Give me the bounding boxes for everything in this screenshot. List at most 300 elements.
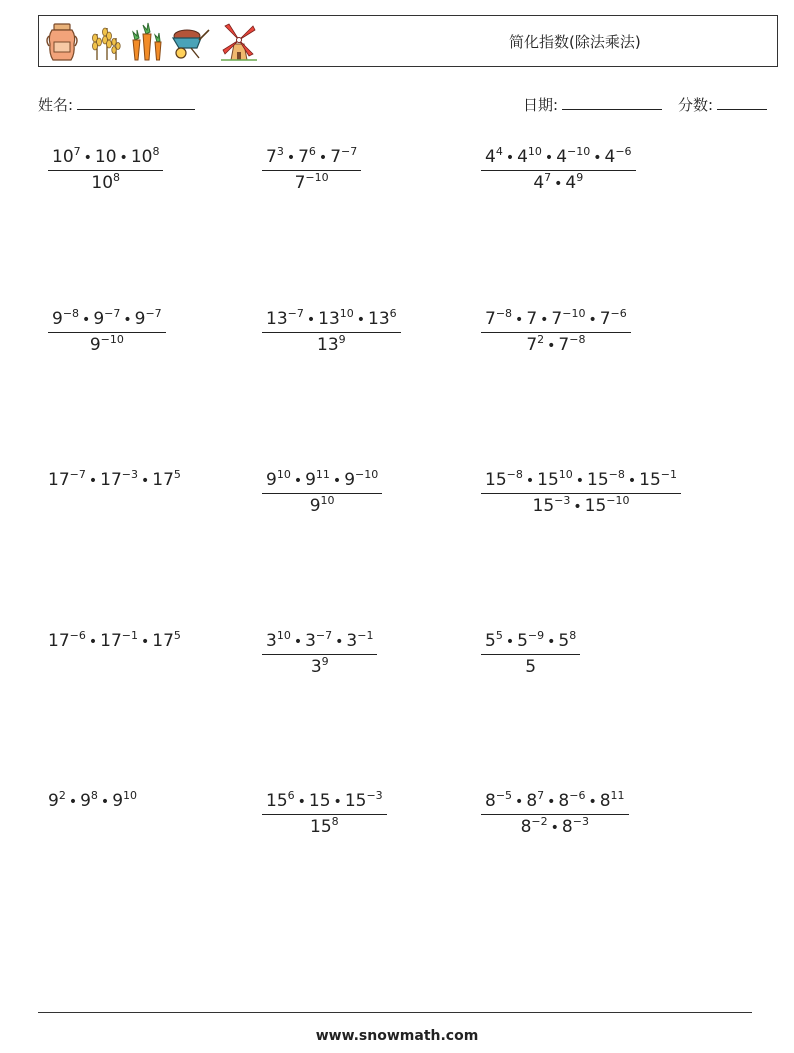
multiply-dot: • [515, 794, 524, 810]
term-exponent: −7 [287, 307, 304, 320]
denominator [262, 815, 387, 838]
term-base: 9 [266, 470, 277, 490]
power-term [345, 791, 383, 811]
power-term [93, 309, 120, 329]
denominator [481, 171, 636, 195]
denominator [481, 815, 629, 839]
name-field[interactable] [77, 93, 195, 110]
fraction [481, 146, 636, 195]
term-exponent: −7 [145, 307, 162, 320]
power-term [48, 791, 66, 811]
term-base: 15 [485, 470, 507, 490]
power-term [639, 470, 677, 490]
power-term [526, 309, 537, 329]
multiply-dot: • [140, 634, 150, 650]
multiply-dot: • [525, 473, 535, 489]
term-base: 17 [100, 631, 122, 651]
term-exponent: −10 [355, 468, 379, 481]
power-term [605, 147, 632, 167]
numerator [48, 308, 166, 333]
term-base: 17 [152, 631, 174, 651]
power-term [587, 470, 625, 490]
term-base: 4 [485, 147, 496, 167]
term-base: 17 [100, 470, 122, 490]
power-term [48, 631, 86, 651]
multiply-dot: • [544, 150, 554, 166]
multiply-dot: • [293, 634, 303, 650]
term-base: 13 [317, 335, 339, 355]
term-exponent: −8 [495, 307, 513, 320]
term-base: 10 [130, 147, 153, 167]
multiply-dot: • [550, 820, 559, 836]
power-term [305, 631, 332, 651]
term-exponent: 10 [339, 307, 354, 320]
term-base: 15 [310, 817, 332, 837]
term-base: 10 [94, 147, 117, 167]
term-exponent: 8 [331, 815, 339, 828]
power-term [131, 147, 160, 167]
problem-10 [48, 630, 181, 653]
term-exponent: −10 [562, 307, 586, 320]
term-base: 15 [587, 470, 609, 490]
date-field-row [523, 93, 662, 115]
term-exponent: 5 [495, 629, 503, 642]
term-base: 9 [48, 791, 59, 811]
power-term [537, 470, 573, 490]
power-term [330, 147, 357, 167]
term-base: 9 [80, 791, 91, 811]
term-base: 15 [344, 791, 367, 811]
term-exponent: −7 [69, 468, 86, 481]
power-term [152, 470, 181, 490]
multiply-dot: • [333, 794, 342, 810]
term-base: 15 [532, 496, 555, 516]
multiply-dot: • [554, 176, 563, 192]
multiply-dot: • [627, 473, 637, 489]
score-field-row [678, 93, 767, 115]
power-term [517, 147, 542, 167]
term-exponent: −10 [100, 333, 124, 346]
power-term [565, 173, 583, 193]
fraction [48, 146, 163, 194]
fraction [481, 630, 580, 678]
multiply-dot: • [123, 312, 132, 328]
power-term [305, 470, 330, 490]
power-term [295, 173, 329, 193]
problem-9 [481, 469, 681, 518]
fraction [262, 630, 377, 678]
term-base: 8 [485, 791, 496, 811]
power-term [517, 631, 544, 651]
numerator [262, 308, 401, 333]
product-expression [48, 631, 181, 651]
denominator [262, 171, 361, 194]
power-term [526, 791, 544, 811]
term-exponent: 4 [495, 145, 503, 158]
numerator [481, 146, 636, 171]
term-exponent: −8 [569, 333, 586, 346]
power-term [135, 309, 162, 329]
numerator [48, 146, 163, 171]
term-base: 4 [565, 173, 577, 193]
term-exponent: 10 [276, 468, 291, 481]
term-base: 7 [485, 309, 496, 329]
power-term [562, 817, 589, 837]
denominator [481, 494, 681, 518]
term-exponent: 11 [610, 789, 625, 802]
numerator [481, 790, 629, 815]
term-exponent: 7 [544, 171, 552, 184]
multiply-dot: • [547, 634, 556, 650]
term-base: 4 [533, 173, 545, 193]
term-exponent: −5 [495, 789, 513, 802]
multiply-dot: • [68, 794, 78, 810]
term-exponent: 10 [527, 145, 542, 158]
problem-7 [48, 469, 181, 492]
footer-divider [38, 1012, 752, 1013]
power-term [344, 470, 378, 490]
multiply-dot: • [82, 312, 91, 328]
term-exponent: 6 [389, 307, 397, 320]
term-exponent: 10 [558, 468, 573, 481]
numerator [481, 308, 631, 333]
worksheet-title: 简化指数(除法乘法) [509, 33, 641, 51]
denominator [481, 333, 631, 357]
power-term [100, 470, 138, 490]
multiply-dot: • [575, 473, 585, 489]
term-base: 15 [266, 791, 288, 811]
term-exponent: 8 [569, 629, 577, 642]
term-base: 5 [525, 657, 537, 677]
term-base: 4 [604, 147, 616, 167]
term-exponent: 5 [173, 629, 181, 642]
term-exponent: −9 [527, 629, 545, 642]
power-term [52, 147, 81, 167]
carrot-icon [129, 22, 163, 62]
fraction [262, 469, 382, 517]
term-exponent: 9 [338, 333, 346, 346]
problem-2 [262, 146, 361, 194]
term-base: 9 [112, 791, 124, 811]
numerator [481, 469, 681, 494]
term-exponent: −3 [121, 468, 138, 481]
term-base: 17 [152, 470, 174, 490]
multiply-dot: • [588, 794, 597, 810]
fraction [48, 308, 166, 356]
problem-12 [481, 630, 580, 678]
term-exponent: −7 [341, 145, 358, 158]
power-term [266, 791, 295, 811]
power-term [485, 791, 512, 811]
denominator [48, 171, 163, 194]
power-term [310, 496, 335, 516]
term-base: 5 [517, 631, 528, 651]
term-exponent: −7 [315, 629, 333, 642]
power-term [533, 173, 551, 193]
power-term [533, 496, 571, 516]
problem-1 [48, 146, 163, 194]
power-term [485, 631, 503, 651]
term-exponent: 8 [152, 145, 160, 158]
power-term [266, 631, 291, 651]
fraction [481, 308, 631, 357]
term-base: 17 [48, 631, 70, 651]
term-exponent: 5 [173, 468, 181, 481]
multiply-dot: • [83, 150, 92, 166]
denominator [481, 655, 580, 678]
name-field-row [38, 93, 195, 115]
term-exponent: −8 [608, 468, 625, 481]
power-term [266, 470, 291, 490]
term-base: 17 [48, 470, 70, 490]
problem-11 [262, 630, 377, 678]
jar-icon [45, 22, 79, 62]
term-exponent: 3 [276, 145, 284, 158]
term-base: 15 [639, 470, 661, 490]
power-term [91, 173, 120, 193]
term-exponent: −6 [69, 629, 86, 642]
power-term [368, 309, 397, 329]
windmill-icon [219, 22, 259, 62]
multiply-dot: • [573, 499, 582, 515]
numerator [481, 630, 580, 655]
power-term [52, 309, 79, 329]
term-base: 9 [344, 470, 356, 490]
power-term [112, 791, 137, 811]
term-exponent: −8 [62, 307, 80, 320]
multiply-dot: • [593, 150, 602, 166]
term-exponent: 10 [276, 629, 291, 642]
power-term [152, 631, 181, 651]
problem-4 [48, 308, 166, 356]
power-term [266, 309, 304, 329]
multiply-dot: • [119, 150, 128, 166]
multiply-dot: • [505, 150, 515, 166]
term-base: 4 [517, 147, 528, 167]
term-base: 9 [134, 309, 146, 329]
problem-5 [262, 308, 401, 356]
term-exponent: 8 [113, 171, 121, 184]
multiply-dot: • [306, 312, 316, 328]
term-base: 3 [266, 631, 277, 651]
term-base: 13 [368, 309, 390, 329]
header-icon-strip [45, 20, 259, 64]
term-base: 7 [330, 147, 342, 167]
date-field[interactable] [562, 93, 662, 110]
power-term [48, 470, 86, 490]
denominator [262, 333, 401, 356]
term-exponent: −8 [506, 468, 523, 481]
power-term [558, 631, 576, 651]
problem-8 [262, 469, 382, 517]
score-label: 分数: [678, 96, 714, 114]
product-expression [48, 470, 181, 490]
term-base: 7 [558, 335, 570, 355]
multiply-dot: • [332, 473, 342, 489]
product-expression [48, 791, 137, 811]
power-term [317, 335, 346, 355]
term-exponent: 8 [90, 789, 98, 802]
problem-3 [481, 146, 636, 195]
term-exponent: −6 [610, 307, 627, 320]
power-term [556, 147, 590, 167]
numerator [262, 630, 377, 655]
problem-15 [481, 790, 629, 839]
term-base: 7 [599, 309, 611, 329]
term-base: 10 [52, 147, 74, 167]
term-base: 9 [93, 309, 105, 329]
term-base: 3 [305, 631, 316, 651]
multiply-dot: • [547, 338, 556, 354]
problem-6 [481, 308, 631, 357]
term-exponent: 9 [321, 655, 329, 668]
term-exponent: −6 [615, 145, 632, 158]
multiply-dot: • [588, 312, 597, 328]
term-exponent: 7 [73, 145, 81, 158]
multiply-dot: • [286, 150, 296, 166]
multiply-dot: • [297, 794, 306, 810]
term-base: 8 [520, 817, 532, 837]
term-exponent: −10 [305, 171, 329, 184]
term-base: 15 [584, 496, 607, 516]
numerator [262, 790, 387, 815]
term-exponent: 2 [58, 789, 66, 802]
term-exponent: 2 [537, 333, 545, 346]
multiply-dot: • [293, 473, 303, 489]
power-term [558, 335, 585, 355]
term-base: 8 [558, 791, 570, 811]
power-term [551, 309, 585, 329]
multiply-dot: • [335, 634, 344, 650]
term-base: 8 [526, 791, 538, 811]
multiply-dot: • [505, 634, 515, 650]
power-term [95, 147, 117, 167]
power-term [485, 147, 503, 167]
power-term [310, 817, 339, 837]
term-base: 3 [310, 657, 322, 677]
term-base: 15 [308, 791, 331, 811]
term-base: 13 [266, 309, 288, 329]
wheelbarrow-icon [171, 22, 211, 62]
multiply-dot: • [318, 150, 328, 166]
term-base: 9 [309, 496, 321, 516]
power-term [526, 335, 544, 355]
term-base: 8 [561, 817, 573, 837]
fraction [262, 308, 401, 356]
multiply-dot: • [540, 312, 549, 328]
score-field[interactable] [717, 93, 767, 110]
fraction [481, 790, 629, 839]
term-exponent: 10 [123, 789, 138, 802]
multiply-dot: • [88, 473, 98, 489]
power-term [600, 309, 627, 329]
term-base: 10 [91, 173, 114, 193]
term-exponent: 11 [315, 468, 330, 481]
wheat-icon [87, 22, 121, 62]
term-base: 15 [537, 470, 559, 490]
term-base: 9 [305, 470, 316, 490]
term-exponent: −3 [554, 494, 571, 507]
power-term [100, 631, 138, 651]
term-base: 7 [266, 147, 277, 167]
term-base: 8 [599, 791, 611, 811]
problem-14 [262, 790, 387, 838]
power-term [485, 470, 523, 490]
denominator [262, 655, 377, 678]
term-base: 9 [89, 335, 101, 355]
power-term [90, 335, 124, 355]
term-exponent: 6 [287, 789, 295, 802]
fraction [481, 469, 681, 518]
term-base: 3 [346, 631, 358, 651]
power-term [311, 657, 329, 677]
power-term [485, 309, 512, 329]
multiply-dot: • [140, 473, 150, 489]
term-exponent: −6 [569, 789, 586, 802]
power-term [600, 791, 625, 811]
power-term [318, 309, 354, 329]
power-term [585, 496, 630, 516]
denominator [262, 494, 382, 517]
footer-url: www.snowmath.com [315, 1028, 479, 1044]
term-base: 5 [485, 631, 496, 651]
multiply-dot: • [515, 312, 524, 328]
term-exponent: 9 [576, 171, 584, 184]
worksheet-header [38, 15, 778, 67]
term-exponent: −3 [572, 815, 589, 828]
fraction [262, 146, 361, 194]
term-exponent: −1 [357, 629, 374, 642]
term-exponent: −1 [660, 468, 678, 481]
date-label: 日期: [523, 96, 559, 114]
power-term [558, 791, 585, 811]
term-exponent: −2 [531, 815, 548, 828]
term-base: 5 [558, 631, 570, 651]
multiply-dot: • [88, 634, 98, 650]
term-exponent: −10 [606, 494, 630, 507]
problem-13 [48, 790, 137, 813]
power-term [266, 147, 284, 167]
multiply-dot: • [356, 312, 366, 328]
term-exponent: −10 [567, 145, 591, 158]
power-term [80, 791, 98, 811]
term-base: 7 [526, 309, 538, 329]
term-exponent: 10 [320, 494, 335, 507]
term-base: 7 [526, 335, 538, 355]
term-exponent: 7 [537, 789, 545, 802]
term-base: 9 [52, 309, 63, 329]
power-term [346, 631, 373, 651]
term-exponent: −1 [121, 629, 138, 642]
term-exponent: −7 [104, 307, 121, 320]
fraction [262, 790, 387, 838]
power-term [309, 791, 331, 811]
term-base: 7 [551, 309, 563, 329]
term-exponent: −3 [366, 789, 383, 802]
term-exponent: 6 [308, 145, 316, 158]
multiply-dot: • [100, 794, 110, 810]
numerator [262, 146, 361, 171]
term-base: 4 [556, 147, 568, 167]
term-base: 13 [318, 309, 340, 329]
power-term [521, 817, 548, 837]
term-base: 7 [298, 147, 309, 167]
numerator [262, 469, 382, 494]
denominator [48, 333, 166, 356]
multiply-dot: • [547, 794, 556, 810]
power-term [298, 147, 316, 167]
power-term [525, 657, 536, 677]
